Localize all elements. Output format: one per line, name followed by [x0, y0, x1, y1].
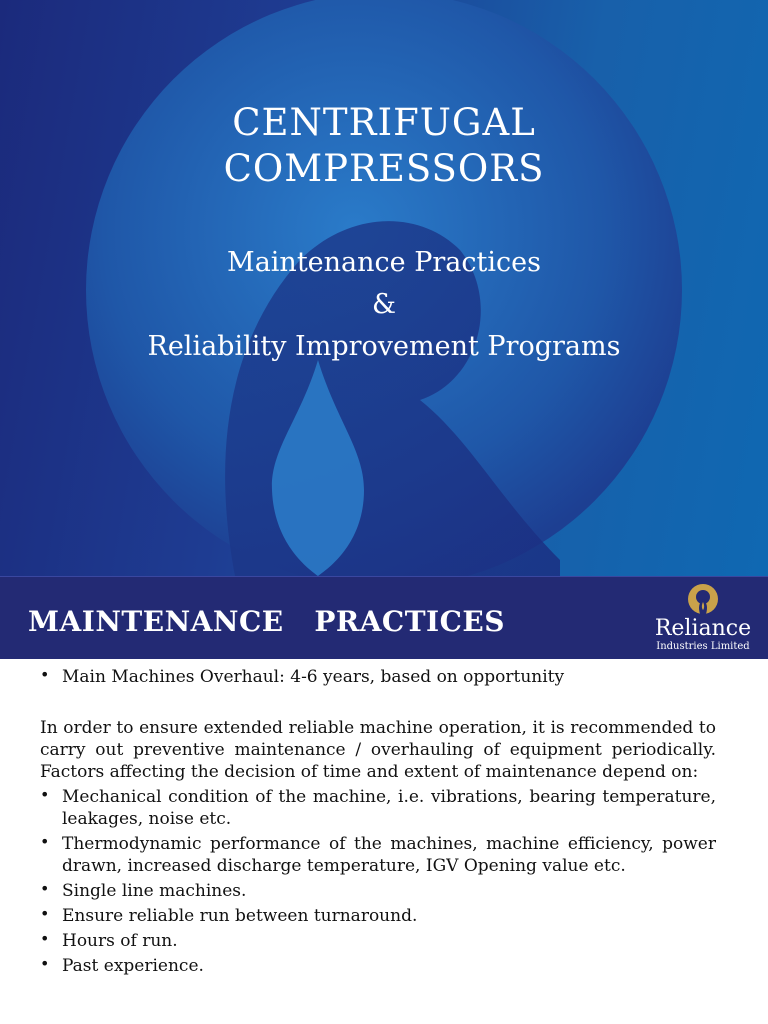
subtitle-line-1: Maintenance Practices: [227, 247, 541, 278]
intro-paragraph: In order to ensure extended reliable machine operation, it is recommended to carry out preventive maintenance / overhauling of equipment periodically. Factors affecting the decision of time and extent of maintenance depend on:: [40, 718, 716, 782]
logo-subtitle: Industries Limited: [656, 641, 750, 652]
subtitle-line-2: &: [371, 289, 397, 320]
logo-name: Reliance: [654, 616, 752, 641]
list-item: • Mechanical condition of the machine, i.e. vibrations, bearing temperature, leakages, noise etc.: [40, 786, 716, 830]
slide-title: [0, 100, 768, 192]
content-area: [40, 666, 716, 980]
factor-list: [40, 786, 716, 977]
list-item: • Past experience.: [40, 955, 716, 977]
slide-subtitle: [0, 242, 768, 368]
title-line-2: COMPRESSORS: [223, 147, 545, 190]
list-item: • Hours of run.: [40, 930, 716, 952]
reliance-logo: [648, 583, 758, 655]
list-item: • Ensure reliable run between turnaround.: [40, 905, 716, 927]
list-item: • Thermodynamic performance of the machines, machine efficiency, power drawn, increased discharge temperature, IGV Opening value etc.: [40, 833, 716, 877]
section-title: MAINTENANCE PRACTICES: [28, 605, 505, 638]
title-line-1: CENTRIFUGAL: [232, 101, 536, 144]
subtitle-line-3: Reliability Improvement Programs: [147, 331, 621, 362]
section-header-band: [0, 576, 768, 659]
list-item: • Single line machines.: [40, 880, 716, 902]
overhaul-bullet: • Main Machines Overhaul: 4-6 years, based on opportunity: [40, 666, 716, 688]
reliance-logo-icon: [686, 583, 720, 615]
